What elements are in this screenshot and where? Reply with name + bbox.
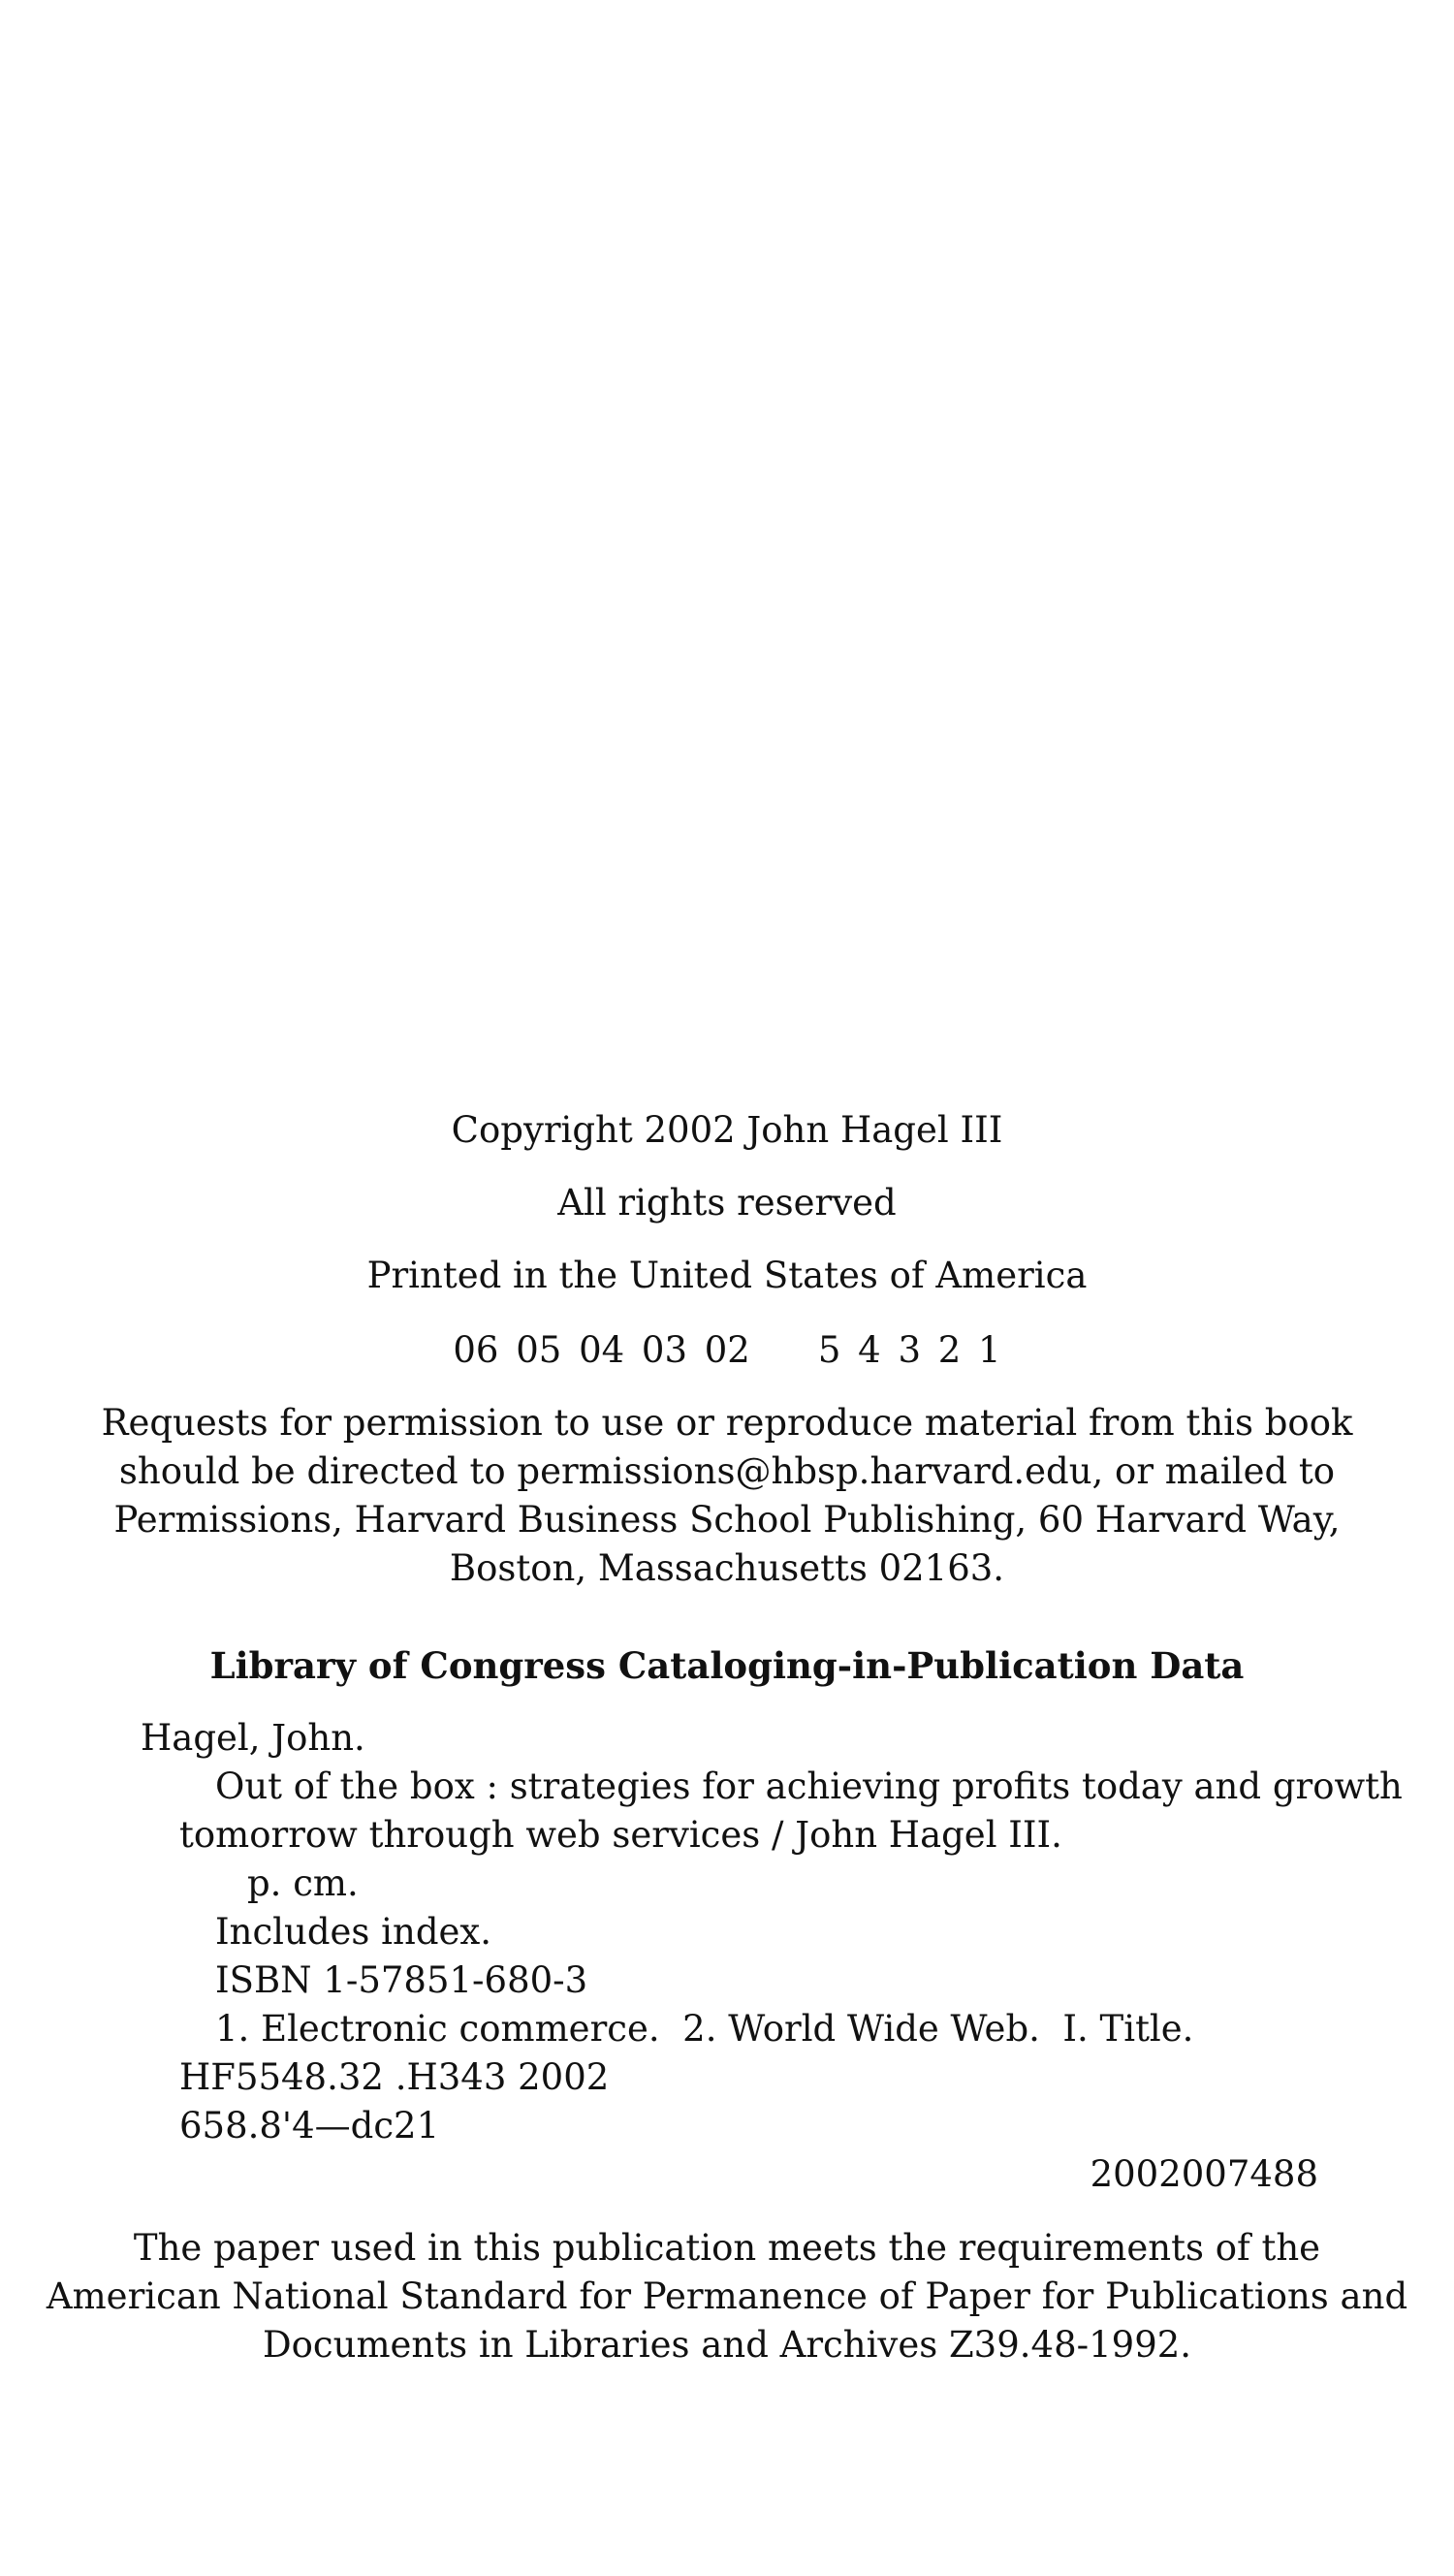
permissions-line: Requests for permission to use or reproduce material from this book: [101, 1402, 1353, 1444]
permissions-line: Permissions, Harvard Business School Publishing, 60 Harvard Way,: [113, 1499, 1341, 1541]
paper-notice-line: Documents in Libraries and Archives Z39.48-1992.: [262, 2324, 1192, 2366]
printing-codes: [0, 1326, 1454, 1375]
print-run: 5 4 3 2 1: [817, 1329, 1001, 1371]
permissions-line: Boston, Massachusetts 02163.: [449, 1547, 1005, 1589]
cip-dewey: 658.8'4—dc21: [179, 2105, 440, 2147]
cip-physical: p. cm.: [247, 1862, 359, 1904]
paper-notice-line: American National Standard for Permanence of Paper for Publications and: [46, 2275, 1408, 2317]
cip-subjects: 1. Electronic commerce. 2. World Wide Web. I. Title.: [215, 2008, 1194, 2050]
cip-author: Hagel, John.: [141, 1717, 365, 1759]
permissions-line: should be directed to permissions@hbsp.harvard.edu, or mailed to: [118, 1450, 1336, 1492]
cip-title-continued: tomorrow through web services / John Hagel III.: [179, 1814, 1062, 1856]
cip-includes: Includes index.: [215, 1911, 492, 1953]
printed-in: Printed in the United States of America: [366, 1255, 1088, 1296]
cip-isbn: ISBN 1-57851-680-3: [215, 1959, 588, 2001]
paper-notice-line: The paper used in this publication meets the requirements of the: [133, 2227, 1321, 2269]
rights-reserved: All rights reserved: [557, 1182, 897, 1224]
cip-control-number: 2002007488: [1090, 2153, 1318, 2195]
copyright-line: Copyright 2002 John Hagel III: [451, 1109, 1003, 1151]
year-codes: 06 05 04 03 02: [453, 1329, 750, 1371]
cip-heading: Library of Congress Cataloging-in-Publication Data: [209, 1644, 1245, 1687]
cip-lc-class: HF5548.32 .H343 2002: [179, 2056, 610, 2098]
cip-title: Out of the box : strategies for achieving profits today and growth: [215, 1765, 1403, 1807]
